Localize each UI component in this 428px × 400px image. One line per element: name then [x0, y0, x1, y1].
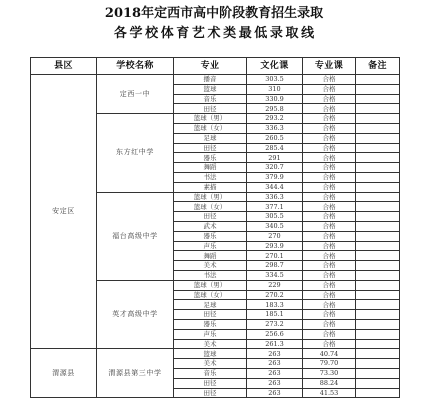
table-row — [174, 144, 400, 154]
remarks-cell — [356, 95, 400, 105]
major-cell: 田径 — [174, 144, 247, 154]
culture-score-cell: 263 — [247, 389, 303, 399]
culture-score-cell: 310 — [247, 85, 303, 95]
remarks-cell — [356, 379, 400, 389]
culture-score-cell: 330.9 — [247, 95, 303, 105]
header-remarks: 备注 — [356, 58, 400, 75]
table-row — [174, 153, 400, 163]
major-cell: 美术 — [174, 340, 247, 350]
table-row — [174, 242, 400, 252]
culture-score-cell: 293.2 — [247, 114, 303, 124]
culture-score-cell: 336.3 — [247, 193, 303, 203]
remarks-cell — [356, 212, 400, 222]
major-cell: 声乐 — [174, 242, 247, 252]
major-score-cell: 88.24 — [303, 379, 356, 389]
table-row — [174, 310, 400, 320]
remarks-cell — [356, 349, 400, 359]
table-row — [174, 95, 400, 105]
culture-score-cell: 270.2 — [247, 291, 303, 301]
major-score-cell: 合格 — [303, 134, 356, 144]
culture-score-cell: 336.3 — [247, 124, 303, 134]
table-row — [174, 389, 400, 399]
culture-score-cell: 263 — [247, 369, 303, 379]
header-district: 县区 — [31, 58, 97, 75]
header-major: 专业 — [174, 58, 247, 75]
remarks-cell — [356, 124, 400, 134]
culture-score-cell: 270.1 — [247, 251, 303, 261]
culture-score-cell: 344.4 — [247, 183, 303, 193]
remarks-cell — [356, 281, 400, 291]
school-cell: 定西一中 — [97, 75, 174, 114]
table-row — [174, 232, 400, 242]
school-cell: 英才高级中学 — [97, 281, 174, 350]
school-cell: 渭源县第三中学 — [97, 349, 174, 398]
table-row — [174, 163, 400, 173]
major-score-cell: 合格 — [303, 114, 356, 124]
major-score-cell: 合格 — [303, 193, 356, 203]
remarks-cell — [356, 389, 400, 399]
major-score-cell: 合格 — [303, 212, 356, 222]
table-row — [174, 320, 400, 330]
major-cell: 篮球（女） — [174, 124, 247, 134]
culture-score-cell: 340.5 — [247, 222, 303, 232]
major-score-cell: 合格 — [303, 320, 356, 330]
table-row — [174, 300, 400, 310]
table-row — [174, 104, 400, 114]
major-score-cell: 73.30 — [303, 369, 356, 379]
culture-score-cell: 263 — [247, 359, 303, 369]
major-score-cell: 合格 — [303, 85, 356, 95]
major-cell: 武术 — [174, 222, 247, 232]
major-cell: 田径 — [174, 104, 247, 114]
major-cell: 篮球（男） — [174, 281, 247, 291]
header-culture-score: 文化课 — [247, 58, 303, 75]
table-row — [174, 124, 400, 134]
school-cell: 东方红中学 — [97, 114, 174, 192]
major-cell: 田径 — [174, 379, 247, 389]
major-score-cell: 79.70 — [303, 359, 356, 369]
major-cell: 田径 — [174, 310, 247, 320]
remarks-cell — [356, 222, 400, 232]
culture-score-cell: 256.6 — [247, 330, 303, 340]
major-score-cell: 合格 — [303, 271, 356, 281]
remarks-cell — [356, 134, 400, 144]
remarks-cell — [356, 75, 400, 85]
major-score-cell: 合格 — [303, 75, 356, 85]
major-score-cell: 合格 — [303, 310, 356, 320]
remarks-cell — [356, 330, 400, 340]
major-cell: 器乐 — [174, 320, 247, 330]
remarks-cell — [356, 261, 400, 271]
major-score-cell: 合格 — [303, 300, 356, 310]
major-cell: 篮球（男） — [174, 114, 247, 124]
major-cell: 篮球（女） — [174, 291, 247, 301]
major-cell: 篮球（男） — [174, 193, 247, 203]
remarks-cell — [356, 202, 400, 212]
remarks-cell — [356, 242, 400, 252]
major-score-cell: 合格 — [303, 173, 356, 183]
culture-score-cell: 270 — [247, 232, 303, 242]
culture-score-cell: 263 — [247, 379, 303, 389]
remarks-cell — [356, 271, 400, 281]
major-cell: 篮球（女） — [174, 202, 247, 212]
culture-score-cell: 320.7 — [247, 163, 303, 173]
score-table — [30, 57, 400, 398]
major-score-cell: 合格 — [303, 291, 356, 301]
remarks-cell — [356, 232, 400, 242]
major-score-cell: 合格 — [303, 261, 356, 271]
table-row — [174, 173, 400, 183]
major-cell: 舞蹈 — [174, 163, 247, 173]
major-score-cell: 合格 — [303, 95, 356, 105]
major-cell: 篮球 — [174, 349, 247, 359]
remarks-cell — [356, 320, 400, 330]
major-score-cell: 40.74 — [303, 349, 356, 359]
major-score-cell: 合格 — [303, 222, 356, 232]
culture-score-cell: 273.2 — [247, 320, 303, 330]
district-cell: 渭源县 — [31, 349, 97, 398]
district-cell: 安定区 — [31, 75, 97, 349]
table-row — [174, 212, 400, 222]
table-row — [174, 379, 400, 389]
major-cell: 美术 — [174, 359, 247, 369]
culture-score-cell: 185.1 — [247, 310, 303, 320]
culture-score-cell: 295.8 — [247, 104, 303, 114]
remarks-cell — [356, 183, 400, 193]
remarks-cell — [356, 310, 400, 320]
remarks-cell — [356, 359, 400, 369]
table-row — [174, 222, 400, 232]
header-school: 学校名称 — [97, 58, 174, 75]
culture-score-cell: 298.7 — [247, 261, 303, 271]
major-score-cell: 合格 — [303, 153, 356, 163]
table-row — [174, 183, 400, 193]
culture-score-cell: 303.5 — [247, 75, 303, 85]
major-score-cell: 合格 — [303, 242, 356, 252]
culture-score-cell: 293.9 — [247, 242, 303, 252]
remarks-cell — [356, 173, 400, 183]
table-row — [174, 202, 400, 212]
remarks-cell — [356, 300, 400, 310]
major-cell: 声乐 — [174, 330, 247, 340]
major-cell: 舞蹈 — [174, 251, 247, 261]
major-score-cell: 合格 — [303, 330, 356, 340]
culture-score-cell: 229 — [247, 281, 303, 291]
remarks-cell — [356, 153, 400, 163]
table-row — [174, 340, 400, 350]
remarks-cell — [356, 85, 400, 95]
remarks-cell — [356, 251, 400, 261]
major-cell: 足球 — [174, 134, 247, 144]
culture-score-cell: 379.9 — [247, 173, 303, 183]
major-score-cell: 合格 — [303, 144, 356, 154]
culture-score-cell: 377.1 — [247, 202, 303, 212]
major-cell: 书法 — [174, 173, 247, 183]
remarks-cell — [356, 369, 400, 379]
major-score-cell: 合格 — [303, 232, 356, 242]
table-row — [174, 114, 400, 124]
culture-score-cell: 261.3 — [247, 340, 303, 350]
major-cell: 篮球 — [174, 85, 247, 95]
major-cell: 器乐 — [174, 232, 247, 242]
major-cell: 音乐 — [174, 369, 247, 379]
culture-score-cell: 260.5 — [247, 134, 303, 144]
document-subtitle: 各学校体育艺术类最低录取线 — [113, 26, 317, 41]
major-score-cell: 41.53 — [303, 389, 356, 399]
major-cell: 足球 — [174, 300, 247, 310]
culture-score-cell: 305.5 — [247, 212, 303, 222]
table-row — [174, 193, 400, 203]
header-major-score: 专业课 — [303, 58, 356, 75]
document-title: 2018年定西市高中阶段教育招生录取 — [104, 6, 324, 21]
major-score-cell: 合格 — [303, 202, 356, 212]
table-row — [174, 330, 400, 340]
major-cell: 田径 — [174, 389, 247, 399]
remarks-cell — [356, 340, 400, 350]
culture-score-cell: 334.5 — [247, 271, 303, 281]
major-cell: 美术 — [174, 261, 247, 271]
remarks-cell — [356, 114, 400, 124]
major-score-cell: 合格 — [303, 340, 356, 350]
major-score-cell: 合格 — [303, 251, 356, 261]
table-row — [174, 251, 400, 261]
table-row — [174, 359, 400, 369]
remarks-cell — [356, 104, 400, 114]
major-cell: 器乐 — [174, 153, 247, 163]
table-row — [174, 261, 400, 271]
table-row — [174, 369, 400, 379]
culture-score-cell: 183.3 — [247, 300, 303, 310]
major-cell: 田径 — [174, 212, 247, 222]
table-row — [174, 291, 400, 301]
culture-score-cell: 285.4 — [247, 144, 303, 154]
school-cell: 福台高级中学 — [97, 193, 174, 281]
table-row — [174, 281, 400, 291]
table-row — [174, 85, 400, 95]
table-row — [174, 134, 400, 144]
remarks-cell — [356, 193, 400, 203]
major-cell: 播音 — [174, 75, 247, 85]
remarks-cell — [356, 144, 400, 154]
remarks-cell — [356, 163, 400, 173]
major-cell: 音乐 — [174, 95, 247, 105]
culture-score-cell: 291 — [247, 153, 303, 163]
culture-score-cell: 263 — [247, 349, 303, 359]
major-score-cell: 合格 — [303, 281, 356, 291]
table-row — [174, 349, 400, 359]
table-row — [174, 75, 400, 85]
major-score-cell: 合格 — [303, 104, 356, 114]
major-score-cell: 合格 — [303, 124, 356, 134]
table-row — [174, 271, 400, 281]
major-score-cell: 合格 — [303, 183, 356, 193]
remarks-cell — [356, 291, 400, 301]
table-header-row — [31, 58, 400, 75]
major-cell: 素描 — [174, 183, 247, 193]
major-cell: 书法 — [174, 271, 247, 281]
major-score-cell: 合格 — [303, 163, 356, 173]
